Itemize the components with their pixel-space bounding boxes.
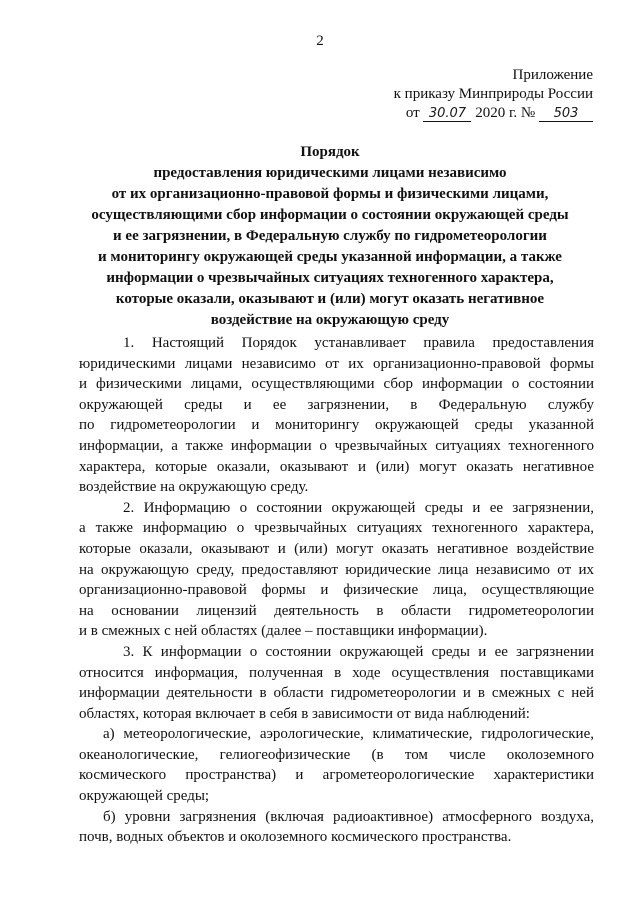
text-line: 2. Информацию о состоянии окружающей среды и ее загрязнении, [123, 499, 594, 516]
text-line: а также информацию о чрезвычайных ситуациях техногенного характера, [79, 520, 594, 537]
title-line: и мониторингу окружающей среды указанной информации, а также [98, 249, 562, 265]
title-line: от их организационно-правовой формы и физическими лицами, [111, 186, 549, 202]
page-number: 2 [316, 33, 324, 49]
text-line: 3. К информации о состоянии окружающей среды и ее загрязнении [123, 643, 594, 660]
appendix-title: Приложение [512, 67, 593, 83]
handwritten-date: 30.07 [428, 106, 467, 121]
title-line: предоставления юридическими лицами независимо [153, 165, 507, 181]
order-date-field [423, 106, 471, 122]
title-line: осуществляющими сбор информации о состоянии окружающей среды [91, 207, 569, 223]
text-line: океанологические, гелиогеофизические (в том числе околоземного [79, 746, 594, 763]
handwritten-number: 503 [553, 106, 579, 121]
text-line: которые оказали, оказывают и (или) могут оказать негативное воздействие [79, 540, 594, 557]
text-line: б) уровни загрязнения (включая радиоактивное) атмосферного воздуха, [103, 808, 594, 825]
text-line: областях, которая включает в себя в зависимости от вида наблюдений: [79, 705, 530, 722]
text-line: характера, которые оказали, оказывают и (или) могут оказать негативное [79, 458, 594, 475]
title-line: Порядок [300, 144, 360, 160]
title-line: воздействие на окружающую среду [210, 312, 450, 328]
appendix-header [394, 66, 593, 123]
text-line: информации деятельности в области гидрометеорологии и в смежных с ней [79, 685, 594, 702]
list-item-a [79, 724, 594, 806]
text-line: и физическими лицами, осуществляющими сбор информации о состоянии [79, 376, 594, 393]
list-item-b [79, 807, 594, 848]
order-year-label: 2020 г. № [475, 105, 536, 121]
text-line: организационно-правовой формы и физические лица, осуществляющие [79, 582, 594, 599]
text-line: космического пространства) и агрометеорологические характеристики [79, 767, 594, 784]
paragraph-2 [79, 498, 594, 642]
title-line: которые оказали, оказывают и (или) могут оказать негативное [115, 291, 545, 307]
document-body [79, 333, 594, 848]
order-date-prefix: от [405, 105, 420, 121]
text-line: по гидрометеорологии и мониторингу окружающей среды указанной [79, 417, 594, 434]
text-line: на основании лицензий деятельность в области гидрометеорологии [79, 602, 594, 619]
text-line: на окружающую среду, предоставляют юридические лица независимо от их [79, 561, 594, 578]
paragraph-1 [79, 333, 594, 498]
text-line: воздействие на окружающую среду. [79, 479, 309, 496]
paragraph-3 [79, 642, 594, 724]
text-line: относится информация, полученная в ходе осуществления поставщиками [79, 664, 594, 681]
text-line: 1. Настоящий Порядок устанавливает правила предоставления [123, 335, 594, 351]
text-line: окружающей среды; [79, 788, 210, 805]
order-number-field [539, 106, 593, 122]
document-title [60, 142, 600, 331]
text-line: а) метеорологические, аэрологические, климатические, гидрологические, [103, 726, 594, 743]
appendix-order-date-number [394, 104, 593, 123]
text-line: окружающей среды и ее загрязнении, в Федеральную службу [79, 396, 594, 413]
text-line: юридическими лицами независимо от их организационно-правовой формы [79, 355, 594, 372]
appendix-order-ref: к приказу Минприроды России [393, 86, 593, 102]
text-line: информации, а также информации о чрезвычайных ситуациях техногенного [79, 437, 594, 454]
text-line: и в смежных с ней областях (далее – поставщики информации). [79, 623, 488, 640]
text-line: почв, водных объектов и околоземного космического пространства. [79, 829, 512, 846]
title-line: информации о чрезвычайных ситуациях техногенного характера, [106, 270, 554, 286]
title-line: и ее загрязнении, в Федеральную службу по гидрометеорологии [113, 228, 547, 244]
